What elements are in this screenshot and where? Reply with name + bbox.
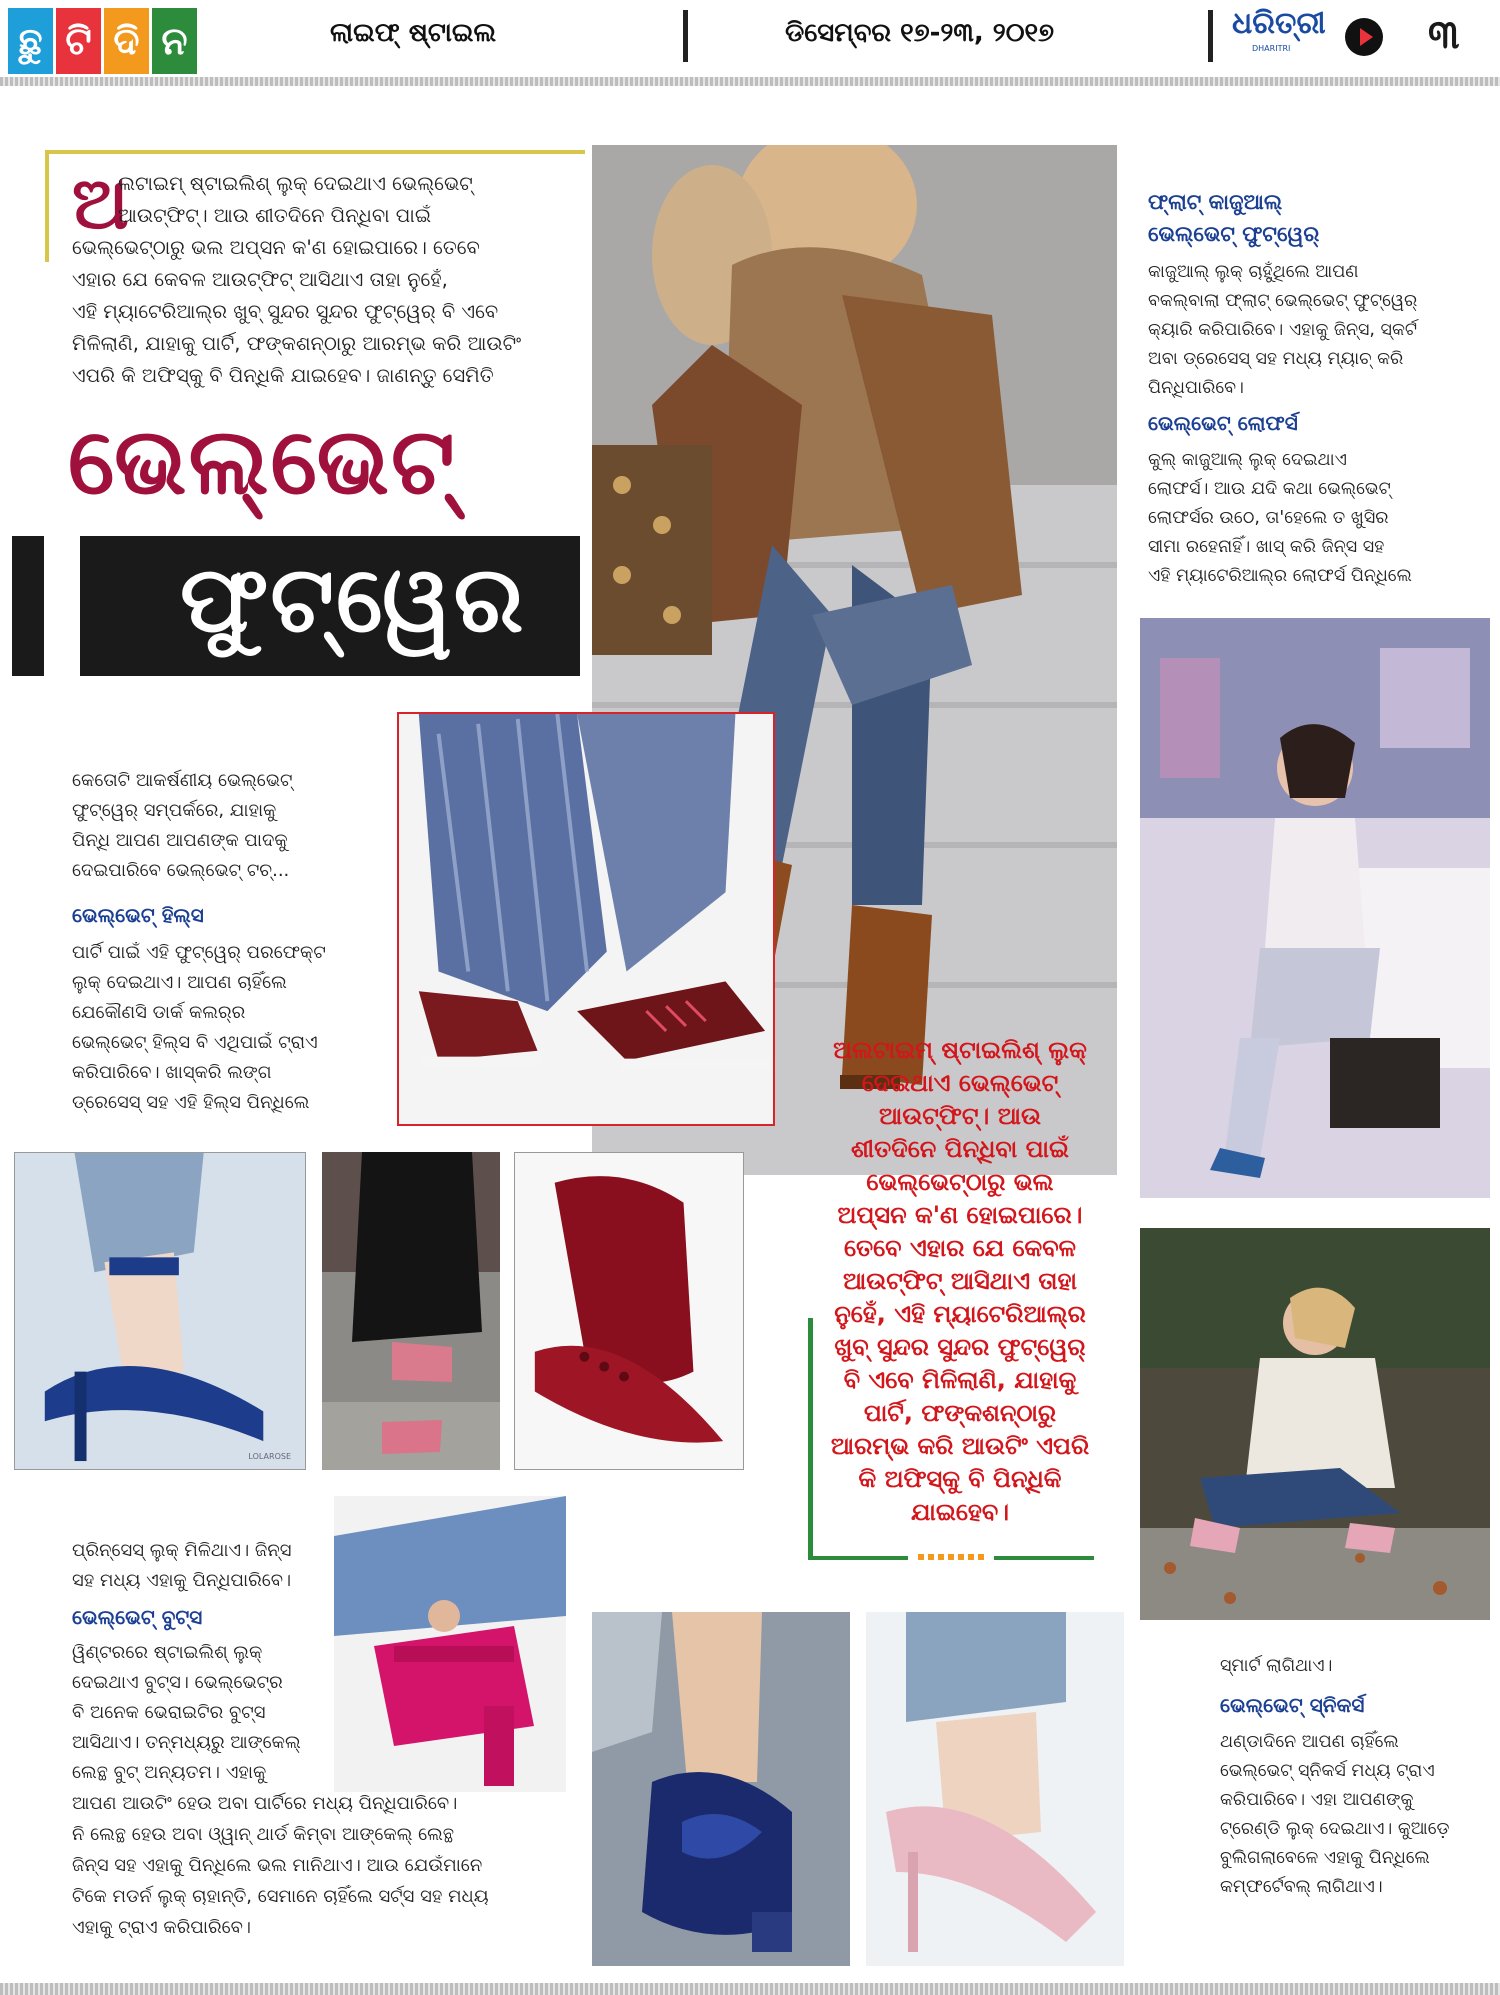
pull-line: ଆଉଟ୍‌ଫିଟ୍ ଆସିଥାଏ ତାହା bbox=[843, 1267, 1077, 1295]
text-line: ଏହାର ଯେ କେବଳ ଆଉଟ୍‌ଫିଟ୍ ଆସିଥାଏ ତାହା ନୁହେଁ, bbox=[72, 268, 448, 291]
pull-line: ବି ଏବେ ମିଳିଲାଣି, ଯାହାକୁ bbox=[843, 1366, 1077, 1394]
header-divider bbox=[683, 10, 688, 62]
pull-line: ଅପ୍ସନ କ'ଣ ହୋଇପାରେ। bbox=[837, 1201, 1083, 1229]
text-line: କରିପାରିବେ। ଏହା ଆପଣଙ୍କୁ bbox=[1220, 1790, 1414, 1810]
text-line: ଲୋଫର୍ସର ଉଠେ, ତା'ହେଲେ ତ ଖୁସିର bbox=[1148, 508, 1389, 528]
text-line: ସୀମା ରହେନାହିଁ। ଖାସ୍ କରି ଜିନ୍ସ ସହ bbox=[1148, 537, 1385, 557]
text-line: ଡ୍ରେସେସ୍ ସହ ଏହି ହିଲ୍ସ ପିନ୍ଧିଲେ bbox=[72, 1092, 310, 1113]
text-line: ଏପରି କି ଅଫିସ୍‌କୁ ବି ପିନ୍ଧିକି ଯାଇହେବ। ଜାଣନ୍ତୁ ସେମିତି bbox=[72, 364, 494, 387]
text-line: ଦେଇଥାଏ ବୁଟ୍ସ। ଭେଲ୍‌ଭେଟ୍‌ର bbox=[72, 1672, 283, 1693]
section-title: ଲାଇଫ୍ ଷ୍ଟାଇଲ bbox=[330, 18, 497, 48]
text-line: କମ୍ଫର୍ଟେବଲ୍ ଲାଗିଥାଏ। bbox=[1220, 1877, 1383, 1897]
text-line: ପ୍ରିନ୍‌ସେସ୍ ଲୁକ୍ ମିଳିଥାଏ। ଜିନ୍ସ bbox=[72, 1540, 292, 1561]
photo-blue-velvet-loafers bbox=[592, 1612, 850, 1966]
photo-pink-velvet-pumps bbox=[866, 1612, 1124, 1966]
text-line: ଆସିଥାଏ। ତନ୍ମଧ୍ୟରୁ ଆଙ୍କେଲ୍ bbox=[72, 1732, 301, 1753]
text-line: କାଜୁଆଲ୍ ଲୁକ୍ ଚାହୁଁଥିଲେ ଆପଣ bbox=[1148, 262, 1359, 282]
heading-line: ଫ୍ଲାଟ୍ କାଜୁଆଲ୍ bbox=[1148, 190, 1283, 214]
intro-accent-bar bbox=[45, 150, 49, 262]
text-line: ଏହି ମ୍ୟାଟେରିଆଲ୍‌ର ଖୁବ୍ ସୁନ୍ଦର ସୁନ୍ଦର ଫୁଟ୍‌ୱେର୍ ବି ଏବେ bbox=[72, 300, 499, 323]
text-line: ଏହାକୁ ଟ୍ରାଏ କରିପାରିବେ। bbox=[72, 1917, 251, 1938]
pull-line: ଭେଲ୍‌ଭେଟ୍‌ଠାରୁ ଭଲ bbox=[866, 1168, 1054, 1196]
play-icon bbox=[1345, 18, 1383, 56]
text-line: ବକଲ୍‌ବାଲା ଫ୍ଲାଟ୍ ଭେଲ୍‌ଭେଟ୍ ଫୁଟ୍‌ୱେର୍ bbox=[1148, 291, 1418, 311]
pullquote-green-rule bbox=[808, 1556, 908, 1560]
text-line: ଆପଣ ଆଉଟିଂ ହେଉ ଅବା ପାର୍ଟିରେ ମଧ୍ୟ ପିନ୍ଧିପାରିବେ। bbox=[72, 1793, 458, 1814]
text-line: ଲୋଫର୍ସ। ଆଉ ଯଦି କଥା ଭେଲ୍‌ଭେଟ୍ bbox=[1148, 479, 1391, 499]
brand-letter: ଟି bbox=[56, 8, 101, 74]
pull-line: ତେବେ ଏହାର ଯେ କେବଳ bbox=[844, 1234, 1076, 1262]
princess-text bbox=[72, 1536, 291, 1596]
text-line: ଦେଇପାରିବେ ଭେଲ୍‌ଭେଟ୍ ଟଚ୍... bbox=[72, 860, 290, 881]
newspaper-logo: ଧରିତ୍ରୀ bbox=[1232, 6, 1326, 41]
headline-line1: ଭେଲ୍‌ଭେଟ୍ bbox=[68, 408, 457, 515]
text-line: ଲଟାଇମ୍ ଷ୍ଟାଇଲିଶ୍ ଲୁକ୍ ଦେଇଥାଏ ଭେଲ୍‌ଭେଟ୍ bbox=[118, 172, 473, 195]
boots-text-b bbox=[72, 1788, 489, 1943]
text-line: ଟିକେ ମଡର୍ନ ଲୁକ୍ ଚାହାନ୍ତି, ସେମାନେ ଚାହିଁଲେ ସର୍ଟ୍ସ ସହ ମଧ୍ୟ bbox=[72, 1886, 489, 1907]
text-line: କେତୋଟି ଆକର୍ଷଣୀୟ ଭେଲ୍‌ଭେଟ୍ bbox=[72, 770, 293, 791]
footer-rule bbox=[0, 1983, 1500, 1995]
pull-line: ନୁହେଁ, ଏହି ମ୍ୟାଟେରିଆଲ୍‌ର bbox=[834, 1300, 1086, 1328]
text-line: କୁଲ୍ କାଜୁଆଲ୍ ଲୁକ୍ ଦେଇଥାଏ bbox=[1148, 450, 1347, 470]
pull-quote bbox=[810, 1034, 1110, 1529]
lead-text bbox=[72, 766, 292, 886]
brand-chhutidina bbox=[8, 8, 197, 74]
text-line: ଏହି ମ୍ୟାଟେରିଆଲ୍‌ର ଲୋଫର୍ସ ପିନ୍ଧିଲେ bbox=[1148, 566, 1412, 586]
pull-line: କି ଅଫିସ୍‌କୁ ବି ପିନ୍ଧିକି bbox=[858, 1465, 1062, 1493]
photo-maroon-flats bbox=[514, 1152, 744, 1470]
text-line: ଆଉଟ୍‌ଫିଟ୍। ଆଉ ଶୀତଦିନେ ପିନ୍ଧିବା ପାଇଁ bbox=[118, 204, 432, 227]
text-line: ପିନ୍ଧିପାରିବେ। bbox=[1148, 378, 1244, 398]
text-line: ଲୁକ୍ ଦେଇଥାଏ। ଆପଣ ଚାହିଁଲେ bbox=[72, 972, 287, 993]
photo-velvet-sneakers bbox=[397, 712, 775, 1126]
boots-text-a bbox=[72, 1638, 301, 1788]
text-line: ଜିନ୍ସ ସହ ଏହାକୁ ପିନ୍ଧିଲେ ଭଲ ମାନିଥାଏ। ଆଉ ଯେଉଁମାନେ bbox=[72, 1855, 483, 1876]
pullquote-green-rule bbox=[994, 1556, 1094, 1560]
text-line: କରିପାରିବେ। ଖାସ୍‌କରି ଲଙ୍ଗ bbox=[72, 1062, 272, 1083]
header-divider bbox=[1208, 10, 1213, 62]
intro-accent-rule bbox=[45, 150, 585, 154]
issue-date: ଡିସେମ୍ବର ୧୭-୨୩, ୨୦୧୭ bbox=[785, 18, 1054, 48]
heels-text bbox=[72, 938, 326, 1118]
text-line: ଫୁଟ୍‌ୱେର୍ ସମ୍ପର୍କରେ, ଯାହାକୁ bbox=[72, 800, 277, 821]
brand-letter: ଛୁ bbox=[8, 8, 53, 74]
text-line: ଭେଲ୍‌ଭେଟ୍‌ଠାରୁ ଭଲ ଅପ୍ସନ କ'ଣ ହୋଇପାରେ। ତେବେ bbox=[72, 236, 480, 259]
flat-casual-text bbox=[1148, 258, 1417, 403]
sneakers-heading: ଭେଲ୍‌ଭେଟ୍ ସ୍ନିକର୍ସ bbox=[1220, 1693, 1365, 1717]
loafers-heading: ଭେଲ୍‌ଭେଟ୍ ଲୋଫର୍ସ bbox=[1148, 411, 1298, 435]
brand-letter: ଦି bbox=[104, 8, 149, 74]
photo-woman-sweater bbox=[1140, 1228, 1490, 1620]
pull-line: ପାର୍ଟି, ଫଙ୍କଶନ୍‌ଠାରୁ bbox=[863, 1399, 1057, 1427]
headline-line2: ଫୁଟ୍‌ୱେର bbox=[180, 546, 526, 653]
newspaper-logo-sub: DHARITRI bbox=[1252, 44, 1291, 53]
brand-letter: ନ bbox=[152, 8, 197, 74]
text-line: ମିଳିଲାଣି, ଯାହାକୁ ପାର୍ଟି, ଫଙ୍କଶନ୍‌ଠାରୁ ଆରମ୍ଭ କରି ଆଉଟିଂ bbox=[72, 332, 522, 355]
pull-line: ଦେଇଥାଏ ଭେଲ୍‌ଭେଟ୍ bbox=[861, 1069, 1059, 1097]
text-line: ପିନ୍ଧି ଆପଣ ଆପଣଙ୍କ ପାଦକୁ bbox=[72, 830, 288, 851]
heading-line: ଭେଲ୍‌ଭେଟ୍ ଫୁଟ୍‌ୱେର୍ bbox=[1148, 222, 1320, 246]
sneakers-text bbox=[1220, 1728, 1449, 1902]
text-line: ନି ଲେନ୍ଥ ହେଉ ଅବା ଓ୍ୱାନ୍ ଥାର୍ଡ କିମ୍ବା ଆଙ୍କେଲ୍ ଲେନ୍ଥ bbox=[72, 1824, 455, 1845]
text-line: ବି ଅନେକ ଭେରାଇଟିର ବୁଟ୍ସ bbox=[72, 1702, 266, 1723]
photo-credit: LOLAROSE bbox=[248, 1452, 291, 1461]
photo-pink-block-heels bbox=[334, 1496, 566, 1792]
intro-text bbox=[118, 168, 588, 232]
text-line: ଥଣ୍ଡାଦିନେ ଆପଣ ଚାହିଁଲେ bbox=[1220, 1732, 1399, 1752]
flat-casual-heading bbox=[1148, 186, 1319, 250]
text-line: ଭେଲ୍‌ଭେଟ୍ ସ୍ନିକର୍ସ ମଧ୍ୟ ଟ୍ରାଏ bbox=[1220, 1761, 1435, 1781]
smart-text: ସ୍ମାର୍ଟ ଲାଗିଥାଏ। bbox=[1220, 1656, 1333, 1676]
text-line: ଯେକୌଣସି ଡାର୍କ କଲର୍‌ର bbox=[72, 1002, 246, 1023]
drop-cap: ଅ bbox=[72, 161, 129, 245]
pull-line: ଆରମ୍ଭ କରି ଆଉଟିଂ ଏପରି bbox=[830, 1432, 1090, 1460]
intro-text-cont bbox=[72, 232, 592, 392]
text-line: ବୁଲିଗଲାବେଳେ ଏହାକୁ ପିନ୍ଧିଲେ bbox=[1220, 1848, 1430, 1868]
photo-woman-white-top bbox=[1140, 618, 1490, 1198]
pull-line: ଶୀତଦିନେ ପିନ୍ଧିବା ପାଇଁ bbox=[851, 1135, 1069, 1163]
pullquote-dotted-rule bbox=[918, 1554, 988, 1560]
photo-pink-loafers bbox=[322, 1152, 500, 1470]
page-number: ୩ bbox=[1428, 12, 1460, 58]
heels-heading: ଭେଲ୍‌ଭେଟ୍ ହିଲ୍ସ bbox=[72, 903, 204, 927]
text-line: ସହ ମଧ୍ୟ ଏହାକୁ ପିନ୍ଧିପାରିବେ। bbox=[72, 1570, 292, 1591]
loafers-text bbox=[1148, 446, 1412, 591]
pull-line: ଆଉଟ୍‌ଫିଟ୍। ଆଉ bbox=[879, 1102, 1041, 1130]
text-line: କ୍ୟାରି କରିପାରିବେ। ଏହାକୁ ଜିନ୍ସ, ସ୍କର୍ଟ bbox=[1148, 320, 1418, 340]
headline-black-bar bbox=[12, 536, 44, 676]
text-line: ଅବା ଡ୍ରେସେସ୍ ସହ ମଧ୍ୟ ମ୍ୟାଚ୍ କରି bbox=[1148, 349, 1404, 369]
text-line: ଲେନ୍ଥ ବୁଟ୍ ଅନ୍ୟତମ। ଏହାକୁ bbox=[72, 1762, 267, 1783]
photo-blue-velvet-heels bbox=[14, 1152, 306, 1470]
text-line: ଟ୍ରେଣ୍ଡି ଲୁକ୍ ଦେଇଥାଏ। କୁଆଡ଼େ bbox=[1220, 1819, 1450, 1839]
boots-heading: ଭେଲ୍‌ଭେଟ୍ ବୁଟ୍ସ bbox=[72, 1605, 203, 1629]
pull-line: ଖୁବ୍ ସୁନ୍ଦର ସୁନ୍ଦର ଫୁଟ୍‌ୱେର୍ bbox=[834, 1333, 1086, 1361]
pull-line: ଅଲଟାଇମ୍ ଷ୍ଟାଇଲିଶ୍ ଲୁକ୍ bbox=[833, 1036, 1087, 1064]
text-line: ପାର୍ଟି ପାଇଁ ଏହି ଫୁଟ୍‌ୱେର୍ ପରଫେକ୍ଟ bbox=[72, 942, 326, 963]
header-rule bbox=[0, 77, 1500, 86]
pull-line: ଯାଇହେବ। bbox=[910, 1498, 1010, 1526]
text-line: ଭେଲ୍‌ଭେଟ୍ ହିଲ୍ସ ବି ଏଥିପାଇଁ ଟ୍ରାଏ bbox=[72, 1032, 318, 1053]
text-line: ୱିଣ୍ଟରରେ ଷ୍ଟାଇଲିଶ୍ ଲୁକ୍ bbox=[72, 1642, 263, 1663]
